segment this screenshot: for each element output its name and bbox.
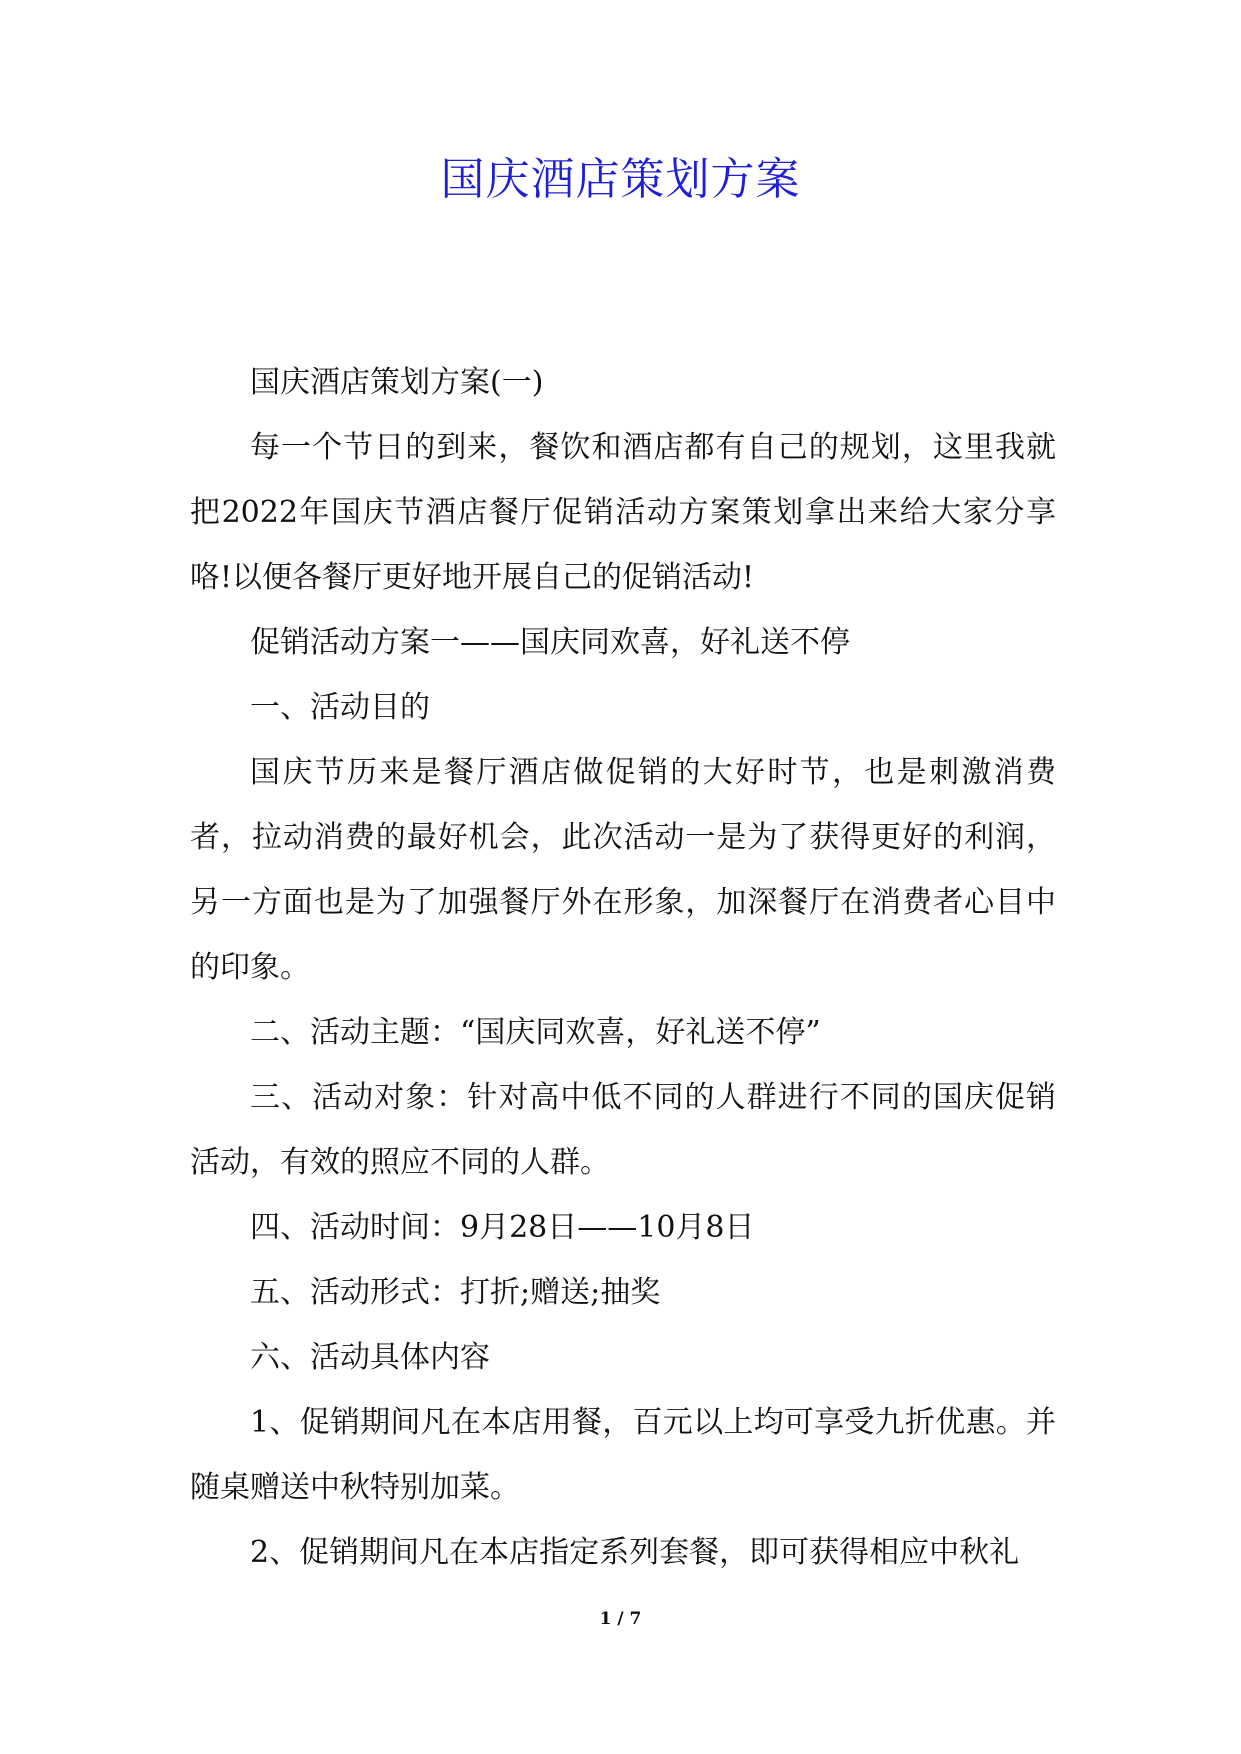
paragraph-heading-details: 六、活动具体内容 — [250, 1340, 490, 1375]
document-body — [190, 350, 1056, 1585]
paragraph-section-heading: 国庆酒店策划方案(一) — [250, 365, 544, 400]
paragraph-purpose: 国庆节历来是餐厅酒店做促销的大好时节，也是刺激消费者，拉动消费的最好机会，此次活动一是为了获得更好的利润，另一方面也是为了加强餐厅外在形象，加深餐厅在消费者心目中的印象。 — [190, 755, 1056, 985]
paragraph-detail-2: 2、促销期间凡在本店指定系列套餐，即可获得相应中秋礼 — [250, 1535, 1020, 1570]
page-indicator: 1 / 7 — [599, 1609, 642, 1629]
paragraph-intro: 每一个节日的到来，餐饮和酒店都有自己的规划，这里我就把2022年国庆节酒店餐厅促销活动方案策划拿出来给大家分享咯!以便各餐厅更好地开展自己的促销活动! — [190, 430, 1056, 595]
paragraph-time: 四、活动时间：9月28日——10月8日 — [250, 1210, 755, 1245]
paragraph-detail-1: 1、促销期间凡在本店用餐，百元以上均可享受九折优惠。并随桌赠送中秋特别加菜。 — [190, 1405, 1056, 1505]
paragraph-audience: 三、活动对象：针对高中低不同的人群进行不同的国庆促销活动，有效的照应不同的人群。 — [190, 1080, 1056, 1180]
paragraph-heading-purpose: 一、活动目的 — [250, 690, 430, 725]
paragraph-theme: 二、活动主题：“国庆同欢喜，好礼送不停” — [250, 1015, 821, 1050]
document-title: 国庆酒店策划方案 — [440, 154, 801, 205]
paragraph-promo-plan-title: 促销活动方案一——国庆同欢喜，好礼送不停 — [250, 625, 850, 660]
paragraph-format: 五、活动形式：打折;赠送;抽奖 — [250, 1275, 661, 1310]
